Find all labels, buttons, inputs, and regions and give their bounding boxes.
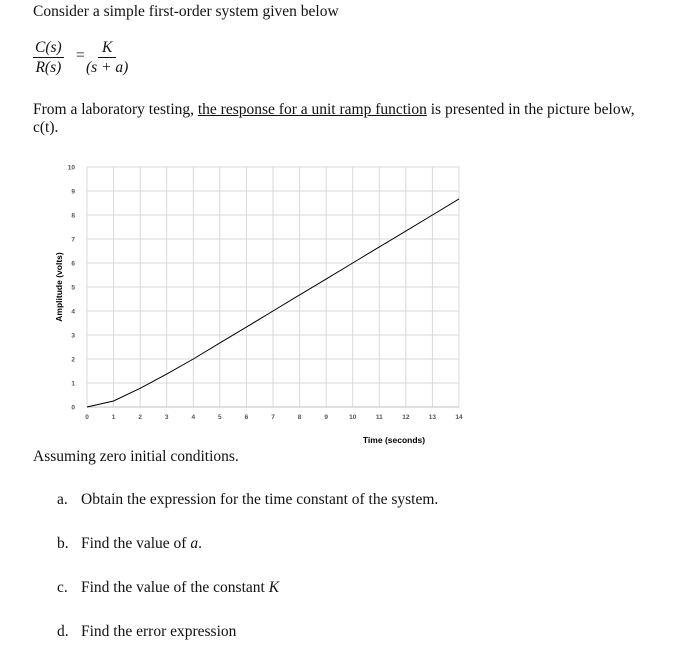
x-tick-label: 5 — [218, 414, 222, 421]
question-end: . — [198, 535, 202, 552]
x-tick-label: 13 — [428, 414, 437, 421]
y-tick-label: 3 — [71, 332, 75, 340]
para-text: From a laboratory testing, — [33, 101, 198, 118]
ramp-response-chart — [0, 155, 674, 455]
question-variable: K — [268, 579, 280, 596]
y-tick-label: 10 — [67, 164, 75, 172]
lhs-denominator: R(s) — [35, 59, 62, 76]
question-d — [57, 623, 236, 641]
question-text: Find the value of the constant — [81, 579, 269, 596]
question-b — [57, 535, 202, 553]
y-tick-label: 6 — [71, 260, 75, 268]
x-tick-label: 7 — [271, 414, 275, 421]
x-tick-label: 1 — [111, 414, 116, 421]
x-tick-label: 6 — [244, 414, 249, 421]
question-c — [57, 579, 279, 597]
equals-sign: = — [76, 47, 85, 64]
question-text: Find the value of — [81, 535, 191, 552]
rhs-fraction — [86, 38, 128, 77]
description-paragraph — [33, 101, 635, 119]
question-text: Find the error expression — [81, 623, 237, 640]
x-tick-label: 0 — [85, 414, 89, 421]
x-tick-label: 9 — [324, 414, 328, 421]
para-line2: c(t). — [33, 119, 59, 136]
rhs-numerator: K — [98, 38, 116, 58]
question-a — [57, 491, 438, 509]
assumption-text: Assuming zero initial conditions. — [33, 448, 239, 465]
x-axis-title: Time (seconds) — [362, 435, 426, 445]
x-tick-label: 8 — [297, 414, 302, 421]
x-tick-label: 14 — [455, 414, 463, 421]
x-tick-label: 3 — [164, 414, 169, 421]
question-label: a. — [57, 491, 68, 508]
y-axis-title: Amplitude (volts) — [54, 252, 64, 322]
question-variable: a — [190, 535, 199, 552]
question-text: Obtain the expression for the time constant of the system. — [81, 491, 439, 508]
x-tick-label: 4 — [191, 414, 196, 421]
x-tick-label: 11 — [375, 414, 383, 421]
underlined-phrase: the response for a unit ramp function — [197, 101, 427, 118]
y-tick-label: 9 — [71, 188, 75, 196]
question-label: c. — [57, 579, 68, 596]
question-label: b. — [57, 535, 69, 552]
question-label: d. — [57, 623, 69, 640]
intro-text: Consider a simple first-order system given below — [33, 3, 339, 20]
y-tick-label: 1 — [71, 380, 75, 388]
y-tick-label: 0 — [71, 404, 75, 412]
y-tick-label: 4 — [71, 308, 75, 316]
para-text: is presented in the picture below, — [426, 101, 635, 118]
x-tick-label: 2 — [138, 414, 142, 421]
y-tick-label: 8 — [71, 212, 75, 220]
rhs-denominator: (s + a) — [86, 59, 129, 76]
y-tick-label: 7 — [71, 236, 75, 244]
lhs-numerator: C(s) — [35, 39, 62, 56]
y-tick-label: 5 — [71, 284, 75, 292]
lhs-fraction — [33, 38, 64, 77]
x-tick-label: 12 — [402, 414, 410, 421]
x-tick-label: 10 — [349, 414, 357, 421]
y-tick-label: 2 — [71, 356, 75, 364]
